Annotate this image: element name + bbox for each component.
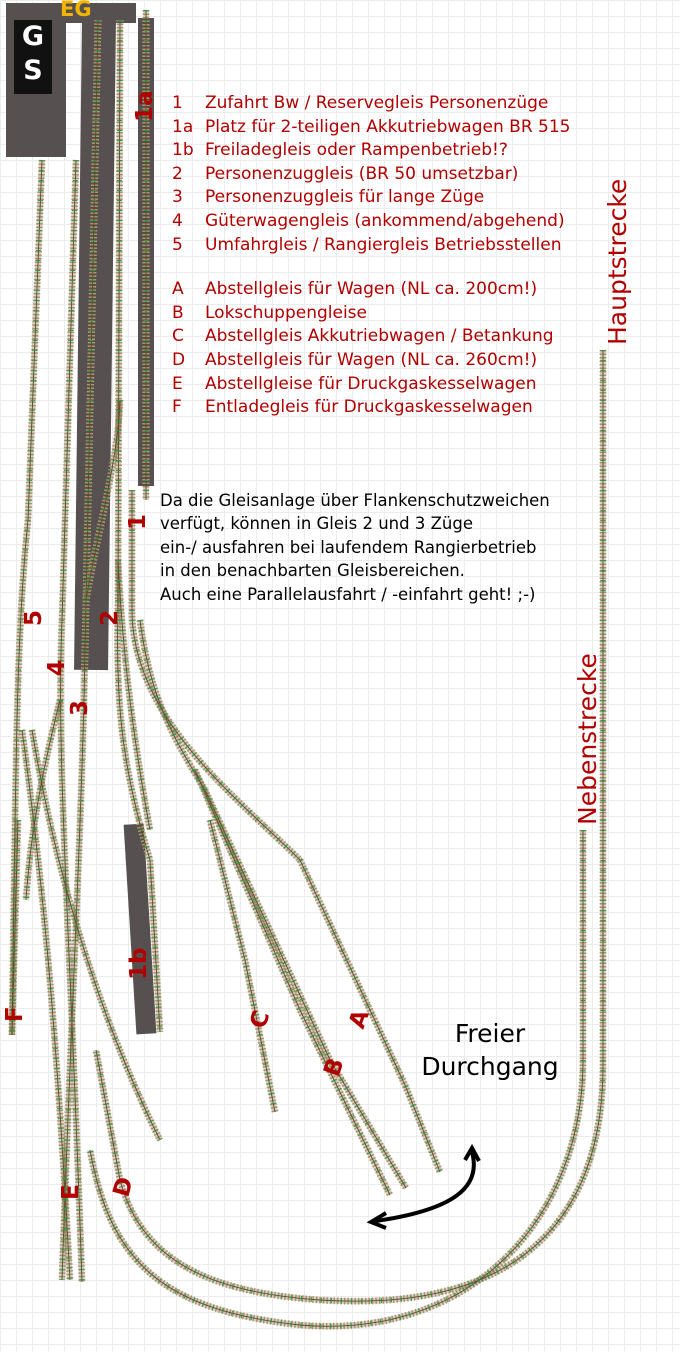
legend-text: Güterwagengleis (ankommend/abgehend) [205,210,565,231]
label-track-F: F [2,1006,28,1022]
legend-text: Abstellgleis für Wagen (NL ca. 260cm!) [205,349,538,370]
label-track-E: E [58,1184,84,1200]
legend-row [172,349,570,373]
note-line: Da die Gleisanlage über Flankenschutzweichen [160,491,550,510]
track-A-line-rail-outer [205,790,406,1188]
legend-key: 2 [172,163,183,184]
legend-text: Abstellgleise für Druckgaskesselwagen [205,373,537,394]
note-line: Auch eine Parallelausfahrt / -einfahrt geht! ;-) [160,584,536,604]
label-track-4: 4 [44,659,70,676]
building-gs-text: G S [21,21,45,86]
legend-key: 1 [172,93,183,113]
label-track-C: C [245,1007,276,1033]
legend-text: Abstellgleis für Wagen (NL ca. 200cm!) [205,279,538,300]
legend-row [172,139,570,163]
legend-row [172,302,570,326]
legend-row [172,234,570,258]
legend-text: Entladegleis für Druckgaskesselwagen [205,397,533,418]
legend-key: 3 [172,187,183,208]
passage-label [400,1017,580,1083]
note-line: verfügt, können in Gleis 2 und 3 Züge [160,514,473,534]
legend-row [172,325,570,349]
label-track-5: 5 [21,609,47,626]
legend-text: Umfahrgleis / Rangiergleis Betriebsstellen [205,234,562,255]
legend-row [172,373,570,397]
label-track-2: 2 [97,609,123,626]
passage-line: Durchgang [421,1052,559,1081]
legend-text: Zufahrt Bw / Reservegleis Personenzüge [205,93,549,113]
legend-text: Platz für 2-teiligen Akkutriebwagen BR 515 [205,116,571,137]
operating-note [160,489,550,606]
legend-row [172,186,570,210]
label-track-B: B [319,1054,350,1081]
legend-row [172,116,570,140]
legend-key: B [172,302,184,323]
label-track-1a: 1a [132,90,158,122]
legend-text: Personenzuggleis (BR 50 umsetzbar) [205,163,519,184]
legend-key: F [172,397,182,418]
legend-spacer [172,257,570,278]
building-gs [14,20,52,94]
crossover-3-rail [140,620,205,790]
legend-key: E [172,373,183,394]
label-track-1: 1 [125,513,151,530]
legend-key: 5 [172,234,183,255]
building-eg: EG [60,0,92,21]
legend-key: 1b [172,140,194,161]
passage-line: Freier [454,1019,526,1048]
route-label-main-line: Hauptstrecke [603,178,632,345]
crossover-3-rail-outer [140,620,205,790]
legend-key: 4 [172,210,183,231]
label-track-D: D [108,1174,139,1200]
legend-row [172,92,570,116]
legend-row [172,163,570,187]
legend-row [172,396,570,420]
route-label-branch-line: Nebenstrecke [573,653,602,825]
label-track-3: 3 [67,699,93,716]
label-track-A: A [344,1006,375,1033]
crossover-3-bed [140,620,205,790]
legend-row [172,210,570,234]
legend-key: 1a [172,116,194,137]
legend-key: C [172,326,184,347]
legend-text: Personenzuggleis für lange Züge [205,187,485,208]
legend-text: Abstellgleis Akkutriebwagen / Betankung [205,326,554,347]
note-line: in den benachbarten Gleisbereichen. [160,561,465,581]
legend-key: D [172,349,186,370]
label-track-1b: 1b [126,947,152,980]
track-C-line-rail-outer [210,820,275,1112]
legend-text: Lokschuppengleise [205,302,367,323]
crossover-3-switch [140,620,205,790]
legend-key: A [172,279,184,300]
note-line: ein-/ ausfahren bei laufendem Rangierbetrieb [160,537,537,557]
legend-row [172,278,570,302]
track-legend [172,92,570,420]
legend-text: Freiladegleis oder Rampenbetrieb!? [205,140,508,161]
